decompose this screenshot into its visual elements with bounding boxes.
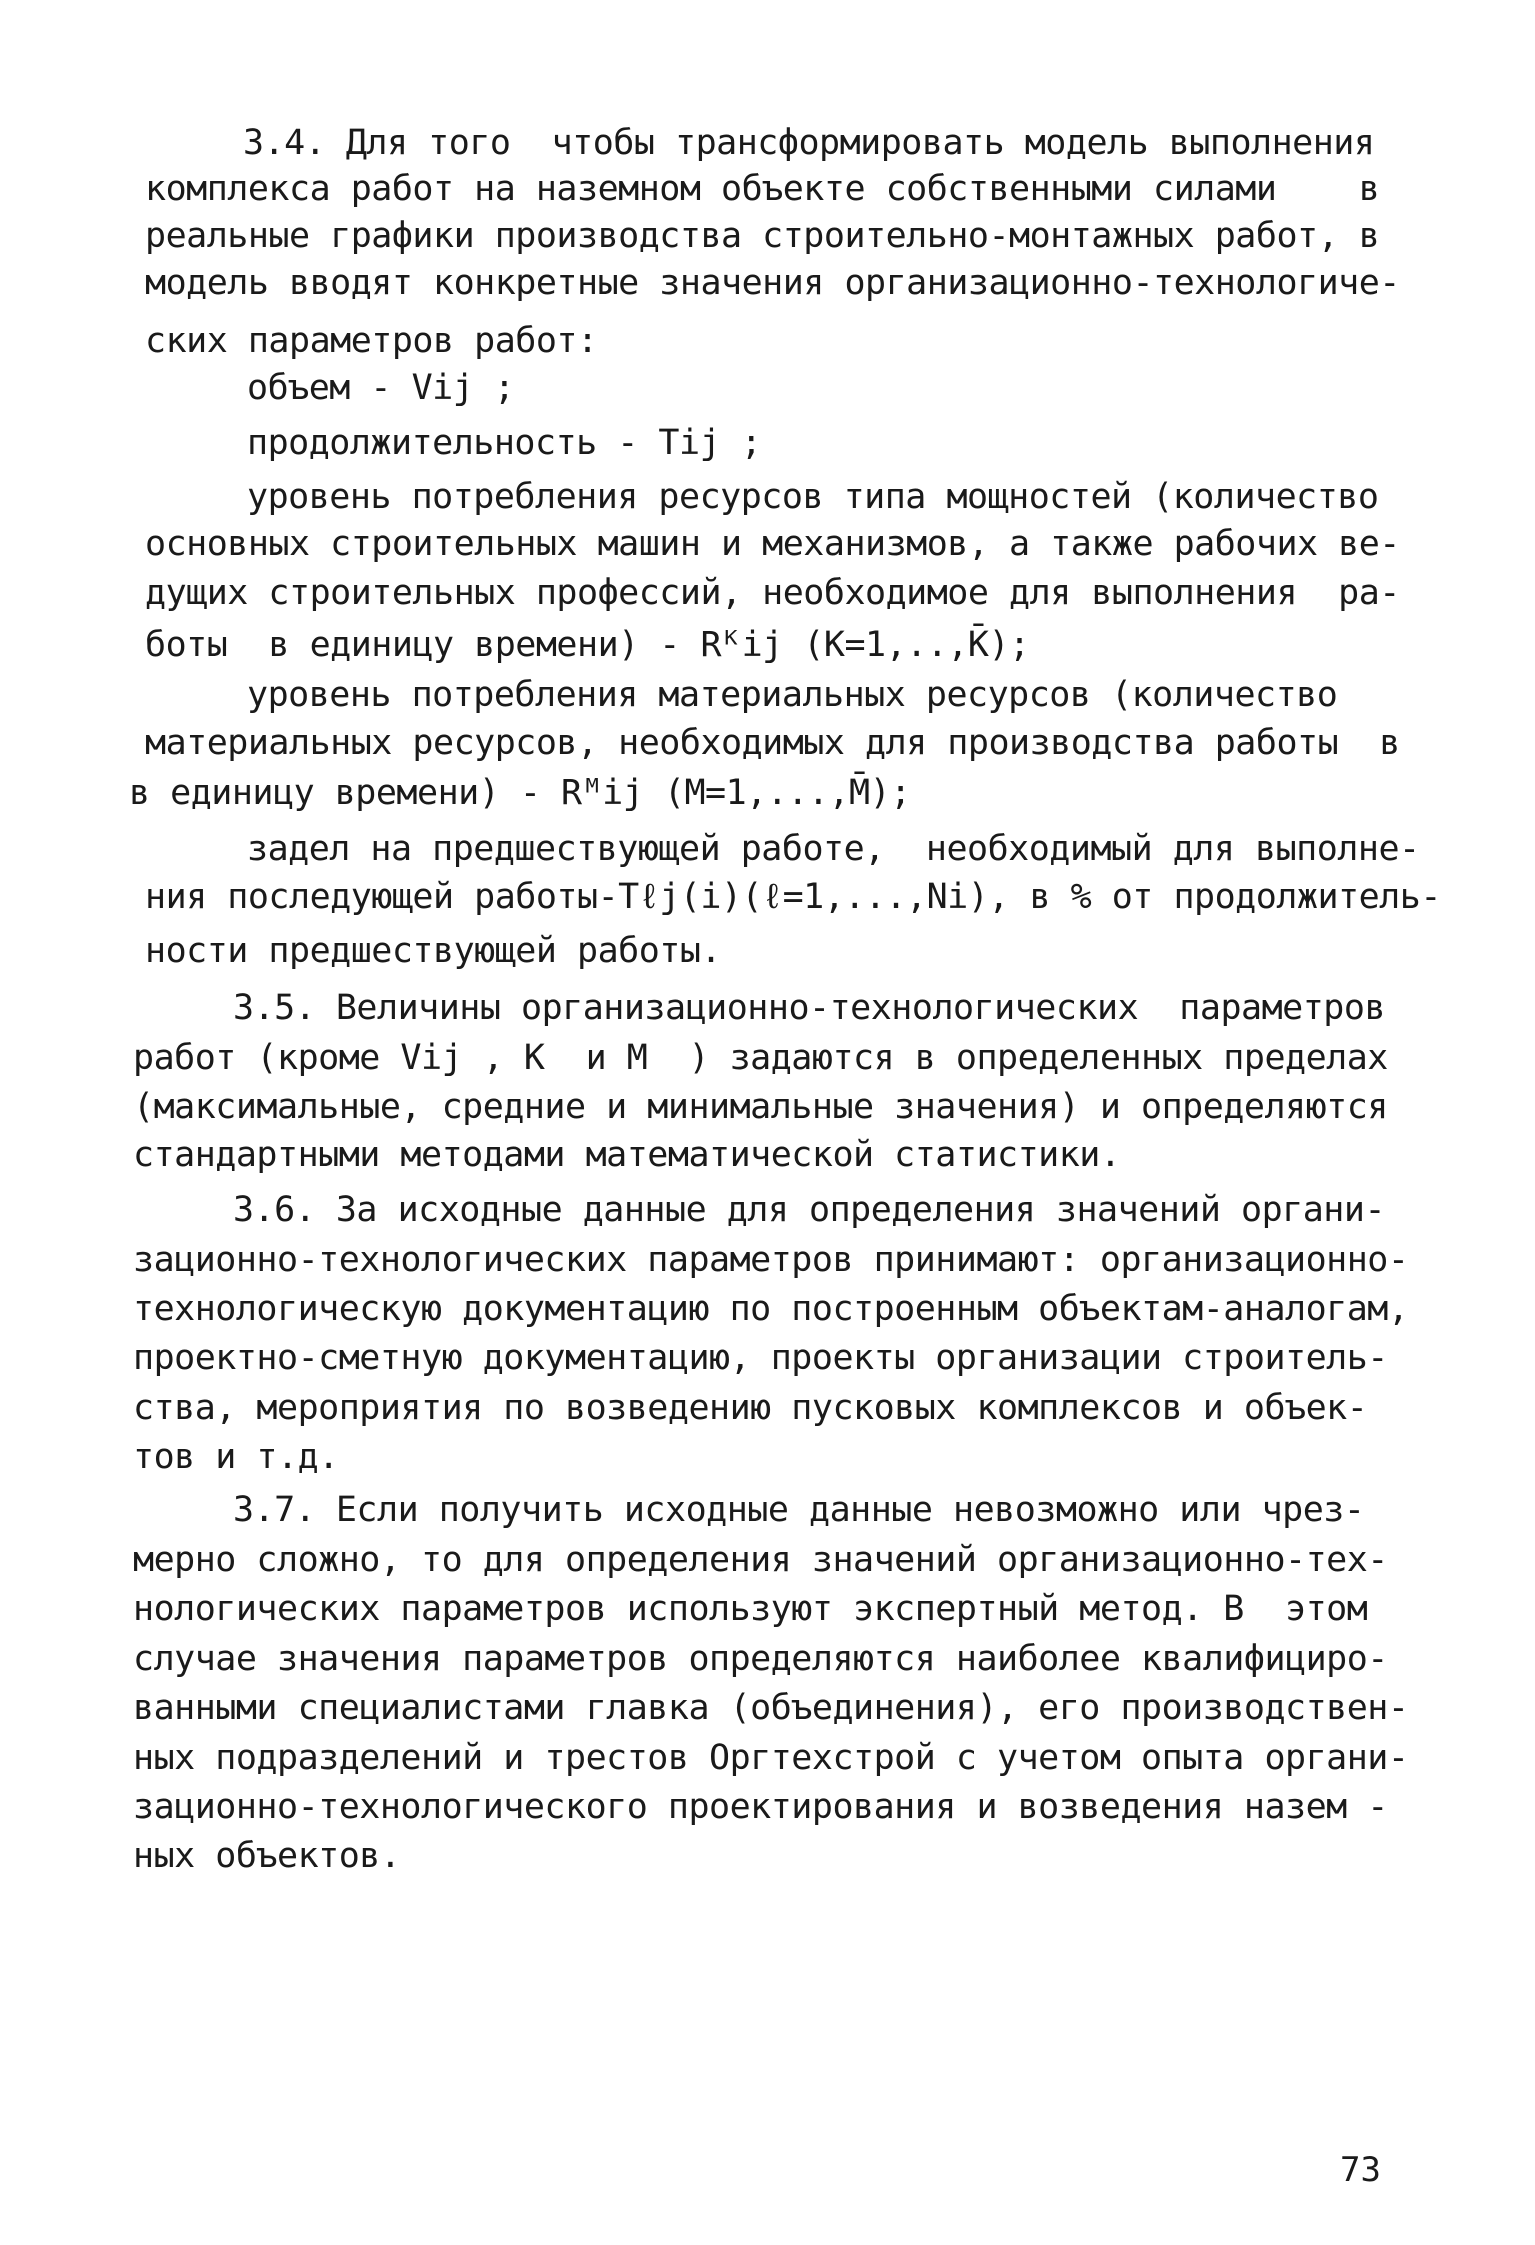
text-line: ных объектов.: [133, 1836, 401, 1876]
text-line: проектно-сметную документацию, проекты организации строитель-: [133, 1338, 1388, 1378]
text-line: основных строительных машин и механизмов, а также рабочих ве-: [145, 524, 1400, 564]
text-line: 3.7. Если получить исходные данные невозможно или чрез-: [233, 1490, 1365, 1530]
text-line: случае значения параметров определяются наиболее квалифициро-: [133, 1639, 1388, 1679]
text-line: уровень потребления ресурсов типа мощностей (количество: [247, 477, 1379, 517]
formula-line: работ (кроме Vij , K и M ) задаются в определенных пределах: [133, 1038, 1388, 1078]
text-line: 3.6. За исходные данные для определения значений органи-: [233, 1190, 1386, 1230]
text-line: материальных ресурсов, необходимых для производства работы в: [145, 723, 1400, 763]
text-line: стандартными методами математической статистики.: [133, 1135, 1121, 1175]
text-line: ности предшествующей работы.: [145, 931, 722, 971]
text-line: мерно сложно, то для определения значений организационно-тех-: [133, 1540, 1388, 1580]
text-line: (максимальные, средние и минимальные значения) и определяются: [133, 1087, 1388, 1127]
text-line: комплекса работ на наземном объекте собственными силами в: [145, 169, 1380, 209]
text-line: модель вводят конкретные значения организационно-технологиче-: [145, 263, 1400, 303]
text-line: зационно-технологического проектирования и возведения назем -: [133, 1787, 1388, 1827]
text-line: 3.4. Для того чтобы трансформировать модель выполнения: [243, 123, 1375, 163]
text-line: ных подразделений и трестов Оргтехстрой с учетом опыта органи-: [133, 1738, 1409, 1778]
text-line: уровень потребления материальных ресурсов (количество: [247, 675, 1338, 715]
text-line: зационно-технологических параметров принимают: организационно-: [133, 1240, 1409, 1280]
text-line: 3.5. Величины организационно-технологических параметров: [233, 988, 1386, 1028]
formula-line: ния последующей работы-Tℓj(i)(ℓ=1,...,Ni), в % от продолжитель-: [145, 877, 1441, 917]
formula-line: продолжительность - Tij ;: [247, 423, 762, 463]
formula-line: объем - Vij ;: [247, 368, 515, 408]
text-line: нологических параметров используют экспертный метод. В этом: [133, 1589, 1368, 1629]
formula-line: боты в единицу времени) - Rᴷij (K=1,..,K̄);: [145, 625, 1030, 665]
page-number: 73: [1340, 2150, 1381, 2190]
text-line: ванными специалистами главка (объединения), его производствен-: [133, 1688, 1409, 1728]
text-line: задел на предшествующей работе, необходимый для выполне-: [247, 829, 1420, 869]
text-line: ских параметров работ:: [145, 321, 598, 361]
text-line: ства, мероприятия по возведению пусковых комплексов и объек-: [133, 1388, 1368, 1428]
text-line: тов и т.д.: [133, 1437, 339, 1477]
text-line: реальные графики производства строительно-монтажных работ, в: [145, 216, 1380, 256]
text-line: дущих строительных профессий, необходимое для выполнения ра-: [145, 573, 1400, 613]
text-line: технологическую документацию по построенным объектам-аналогам,: [133, 1289, 1409, 1329]
formula-line: в единицу времени) - Rᴹij (M=1,...,M̄);: [129, 773, 911, 813]
